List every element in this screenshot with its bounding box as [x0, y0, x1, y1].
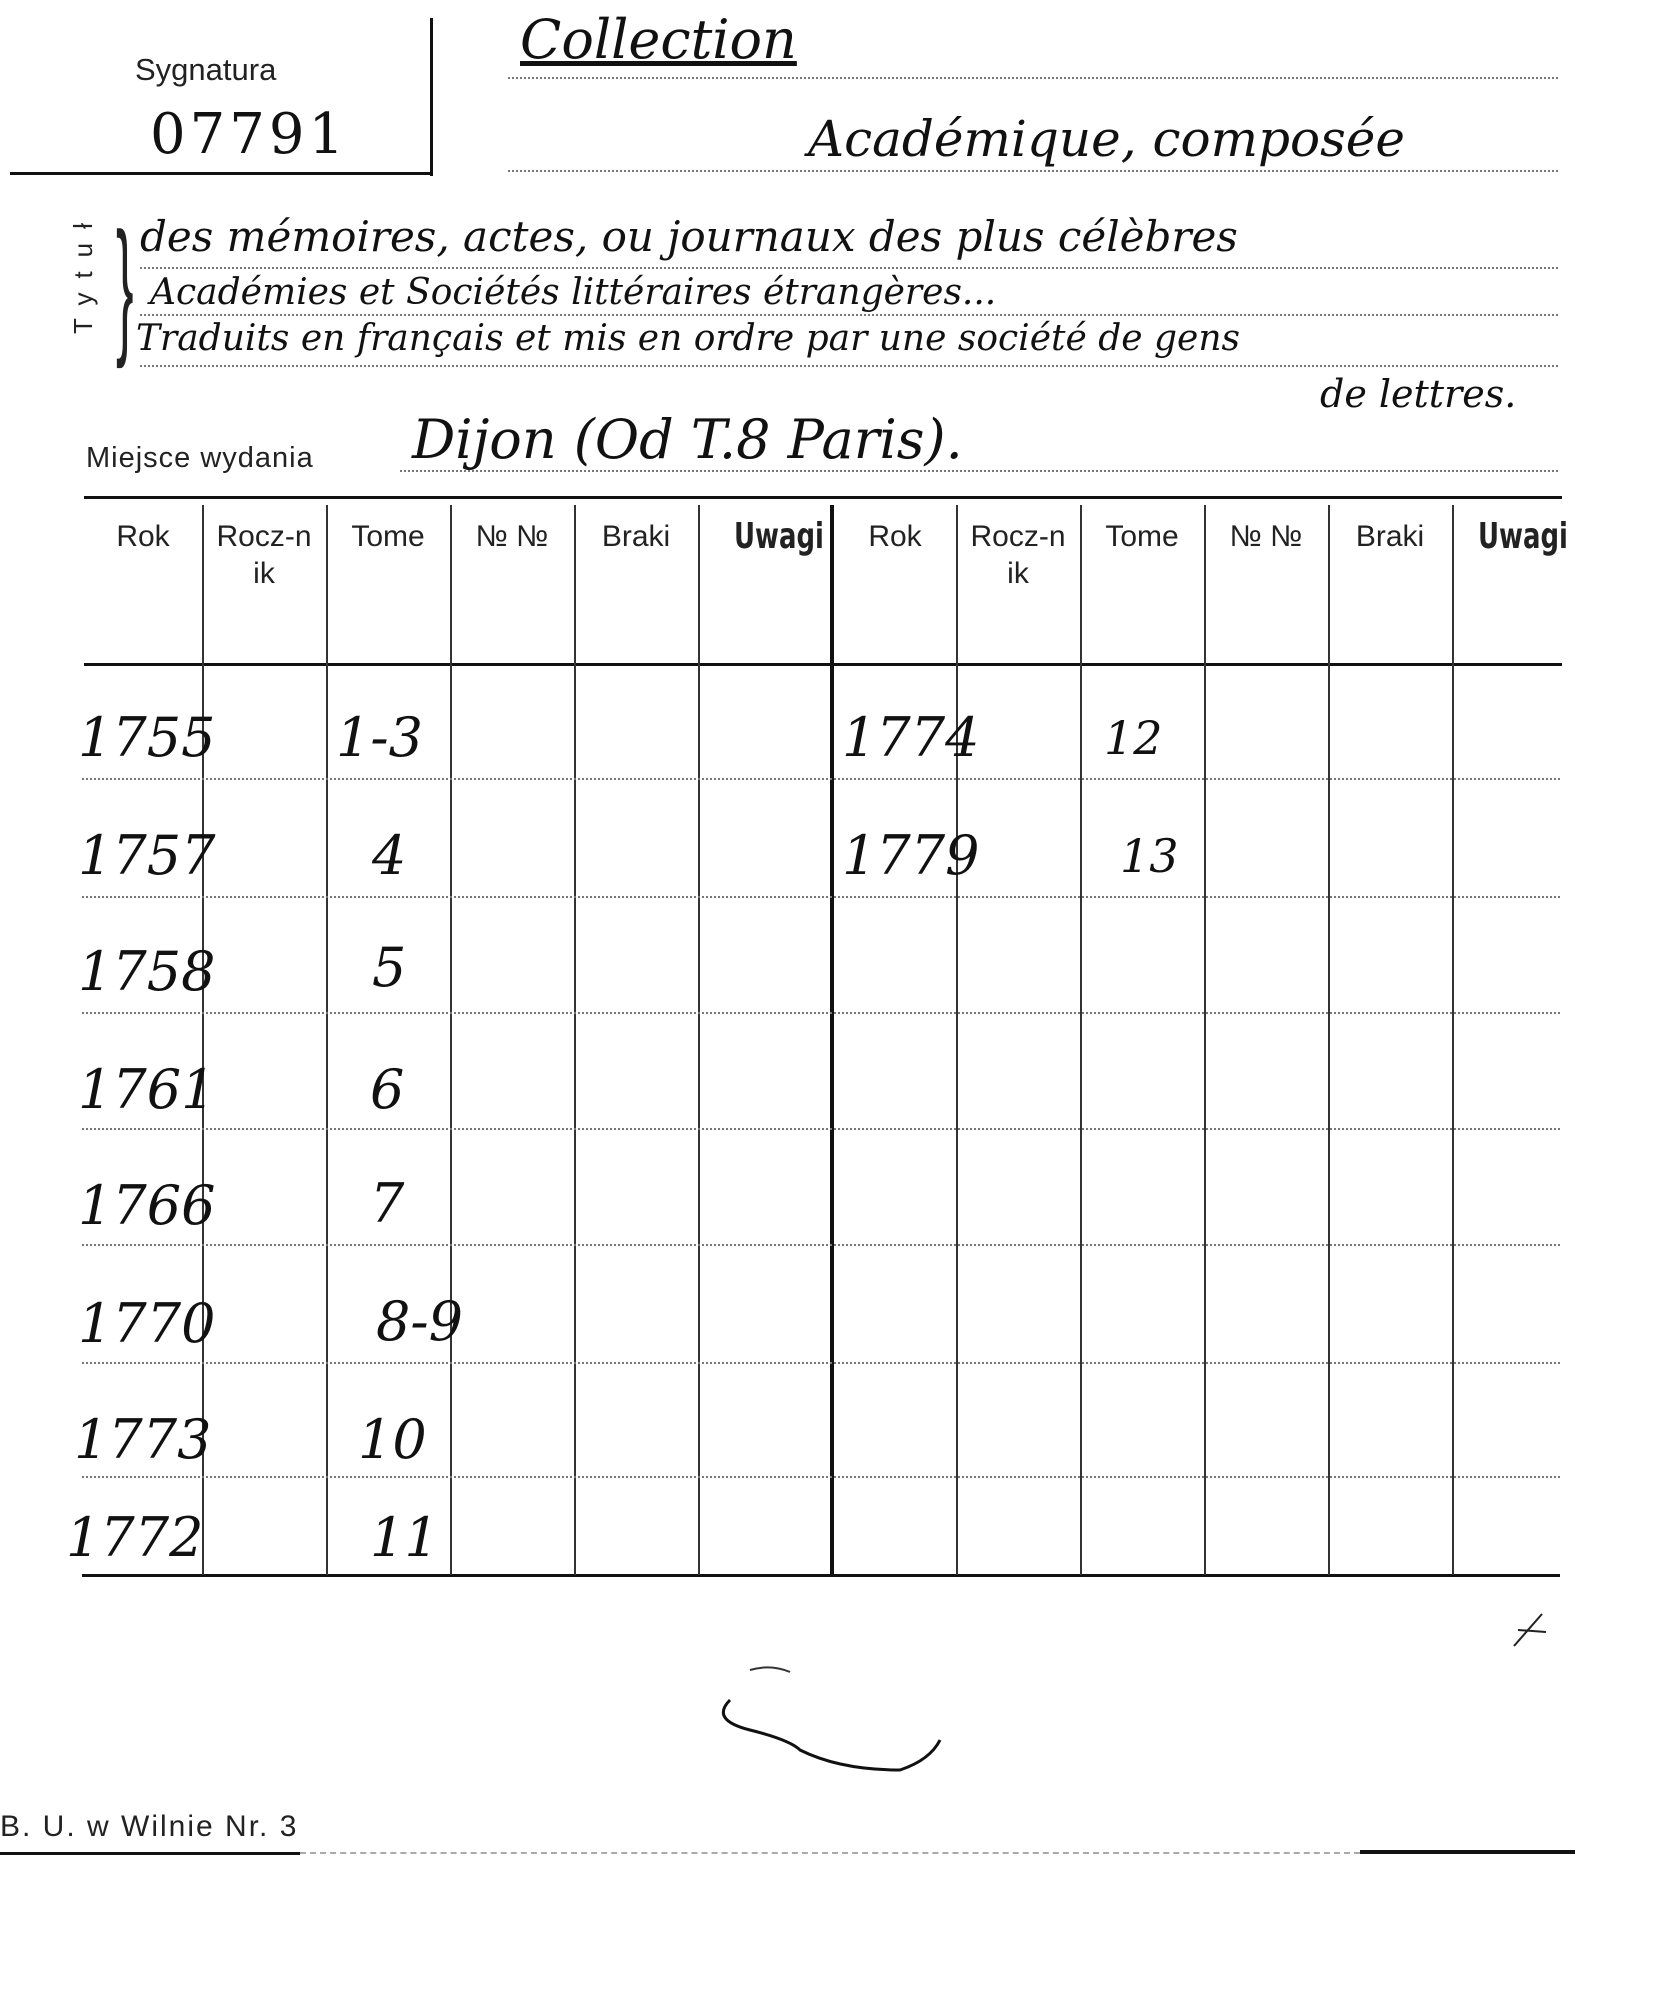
tome-cell: 7 [370, 1172, 405, 1235]
title-brace: } [116, 201, 134, 369]
tome-cell: 11 [370, 1506, 439, 1569]
col-header-numery: № № [475, 520, 549, 553]
col-header-braki: Braki [601, 520, 671, 553]
table-header-rule [84, 663, 1562, 666]
tome-cell: 5 [372, 936, 407, 999]
signature-box-right-border [430, 18, 433, 176]
title-line-4: Académies et Sociétés littéraires étrangères... [150, 272, 997, 313]
rok-cell: 1757 [78, 824, 216, 887]
place-value: Dijon (Od T.8 Paris). [412, 408, 963, 471]
rok-cell: 1758 [78, 940, 216, 1003]
signature-number: 07791 [150, 102, 349, 167]
col-header-uwagi: Uwagi [734, 516, 824, 557]
rok-cell: 1773 [74, 1408, 212, 1471]
col-header-tome-right: Tome [1105, 520, 1179, 553]
signature-box-bottom-border [10, 172, 433, 175]
tome-cell: 1-3 [336, 706, 423, 769]
tome-cell-right: 13 [1120, 829, 1179, 883]
rok-cell: 1761 [78, 1058, 216, 1121]
col-header-rok-right: Rok [868, 520, 922, 553]
title-line-3: des mémoires, actes, ou journaux des plus célèbres [140, 212, 1238, 261]
col-header-rok: Rok [116, 520, 170, 553]
signature-box [10, 10, 435, 172]
table-bottom-rule [82, 1574, 1560, 1577]
rok-cell-right: 1774 [842, 706, 980, 769]
table-top-rule [84, 496, 1562, 499]
title-line-5: Traduits en français et mis en ordre par une société de gens [136, 318, 1241, 359]
col-header-rocznik-right: Rocz-nik [970, 520, 1066, 590]
signature-label: Sygnatura [135, 52, 277, 87]
col-header-tome: Tome [351, 520, 425, 553]
title-line-2: Académique, composée [808, 110, 1405, 168]
footer-rule-right [1360, 1850, 1575, 1854]
title-label: Tytuł [68, 209, 98, 334]
tome-cell: 6 [370, 1058, 405, 1121]
tome-cell-right: 12 [1104, 711, 1163, 765]
tome-cell: 10 [358, 1408, 427, 1471]
rok-cell: 1772 [66, 1506, 204, 1569]
title-line-6: de lettres. [1320, 372, 1517, 416]
col-header-braki-right: Braki [1355, 520, 1425, 553]
rok-cell: 1770 [78, 1292, 216, 1355]
col-header-rocznik: Rocz-nik [216, 520, 312, 590]
title-line-1: Collection [520, 8, 797, 71]
footer-text: B. U. w Wilnie Nr. 3 [0, 1810, 299, 1843]
rok-cell-right: 1779 [842, 824, 980, 887]
col-header-numery-right: № № [1229, 520, 1303, 553]
tome-cell: 8-9 [376, 1290, 463, 1353]
rok-cell: 1755 [78, 706, 216, 769]
pencil-squiggle-mark [690, 1650, 950, 1790]
tome-cell: 4 [372, 824, 407, 887]
table-center-divider [830, 505, 834, 1575]
col-header-uwagi-right: Uwagi [1478, 516, 1568, 557]
footer-rule-left [0, 1852, 300, 1855]
cross-mark [1510, 1610, 1550, 1650]
place-label: Miejsce wydania [86, 442, 314, 474]
rok-cell: 1766 [78, 1174, 216, 1237]
